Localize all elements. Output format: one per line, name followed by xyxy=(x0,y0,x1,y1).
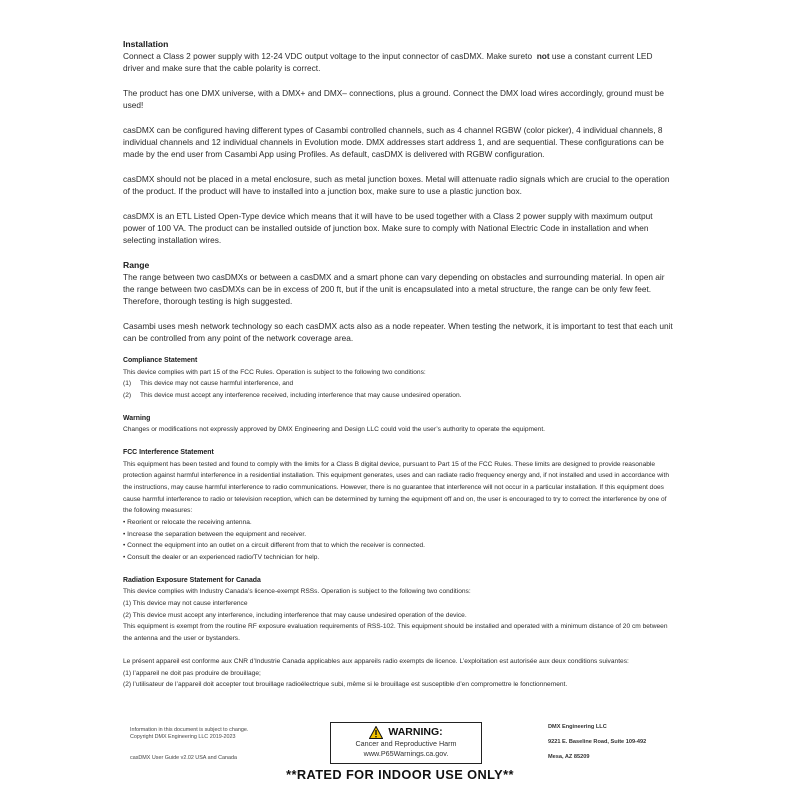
installation-paragraph-1: Connect a Class 2 power supply with 12-24 VDC output voltage to the input connector of casDMX. Make sureto not use a constant current LED driver and make sure that the cable polarity is correct. xyxy=(123,51,653,74)
compliance-item: (1) This device may not cause harmful interference, and xyxy=(123,380,294,388)
fcc-bullet: • Increase the separation between the equipment and receiver. xyxy=(123,530,307,538)
fcc-bullet: • Connect the equipment into an outlet on a circuit different from that to which the receiver is connected. xyxy=(123,542,426,550)
regulatory-section xyxy=(123,355,675,691)
compliance-intro: This device complies with part 15 of the FCC Rules. Operation is subject to the following two conditions: xyxy=(123,368,426,376)
canada-french-condition-2: (2) l’utilisateur de l’appareil doit accepter tout brouillage radioélectrique subi, même si le brouillage est susceptible d’en compromettre le fonctionnement. xyxy=(123,681,568,689)
installation-paragraph-5: casDMX is an ETL Listed Open-Type device which means that it will have to be used together with a Class 2 power supply with maximum output power of 100 VA. The product can be installed outside of junction box. Make sure to comply with National Electric Code in installation and when selecting installation wires. xyxy=(123,210,653,245)
canada-exempt: This equipment is exempt from the routine RF exposure evaluation requirements of RSS-102. This equipment should be installed and operated with a minimum distance of 20 cm between the antenna and the user or bystanders. xyxy=(123,623,668,643)
range-paragraph-2: Casambi uses mesh network technology so each casDMX acts also as a node repeater. When testing the network, it is important to test that each unit can be controlled from any point of the network coverage area. xyxy=(123,320,673,343)
document-body xyxy=(123,38,675,691)
fcc-text: This equipment has been tested and found to comply with the limits for a Class B digital device, pursuant to Part 15 of the FCC Rules. These limits are designed to provide reasonable protection against harmful interference in a residential installation. This equipment generates, uses and can radiate radio frequency energy and, if not installed and used in accordance with the instructions, may cause harmful interference to radio communications. However, there is no guarantee that interference will not occur in a particular installation. If this equipment does cause harmful interference to radio or television reception, which can be determined by turning the equipment off and on, the user is encouraged to try to correct the interference by one of the following measures: xyxy=(123,460,670,515)
warning-text: Changes or modifications not expressly approved by DMX Engineering and Design LLC could void the user’s authority to operate the equipment. xyxy=(123,426,546,434)
range-heading: Range xyxy=(123,259,150,270)
canada-condition-2: (2) This device must accept any interference, including interference that may cause undesired operation of the device. xyxy=(123,611,467,619)
compliance-heading: Compliance Statement xyxy=(123,357,198,365)
footer-copyright: Copyright DMX Engineering LLC 2019-2023 xyxy=(130,733,236,740)
canada-intro: This device complies with Industry Canada’s licence-exempt RSSs. Operation is subject to the following two conditions: xyxy=(123,588,471,596)
fcc-bullet: • Consult the dealer or an experienced radio/TV technician for help. xyxy=(123,554,320,562)
warning-link[interactable]: www.P65Warnings.ca.gov. xyxy=(363,749,449,758)
installation-paragraph-4: casDMX should not be placed in a metal enclosure, such as metal junction boxes. Metal will attenuate radio signals which are crucial to the operation of the product. If the product will have to installed into a junction box, make sure to use a plastic junction box. xyxy=(123,173,670,196)
canada-french-condition-1: (1) l’appareil ne doit pas produire de brouillage; xyxy=(123,669,261,677)
emphasis-not: not xyxy=(536,51,550,62)
address-line-1: 9221 E. Baseline Road, Suite 109-492 xyxy=(548,739,647,745)
address-line-2: Mesa, AZ 85209 xyxy=(548,754,590,760)
warning-triangle-icon xyxy=(369,726,383,739)
footer-info: Information in this document is subject to change. xyxy=(130,727,249,733)
canada-heading: Radiation Exposure Statement for Canada xyxy=(123,576,261,584)
indoor-use-notice: **RATED FOR INDOOR USE ONLY** xyxy=(286,767,514,782)
prop65-warning-box xyxy=(330,722,482,764)
canada-condition-1: (1) This device may not cause interference xyxy=(123,600,248,608)
installation-heading: Installation xyxy=(123,39,169,49)
compliance-item: (2) This device must accept any interference received, including interference that may cause undesired operation. xyxy=(123,392,462,400)
installation-paragraph-3: casDMX can be configured having different types of Casambi controlled channels, such as 4 channel RGBW (color picker), 4 individual channels, 8 individual channels and 12 individual channels in Evolution mode. DMX addresses start address 1, and are sequential. These configurations can be made by the end user from Casambi App using Profiles. As default, casDMX is delivered with RGBW configuration. xyxy=(123,124,664,160)
warning-line-1: Cancer and Reproductive Harm xyxy=(355,739,457,748)
footer-notice xyxy=(130,727,330,762)
installation-paragraph-2: The product has one DMX universe, with a DMX+ and DMX– connections, plus a ground. Connect the DMX load wires accordingly, ground must be used! xyxy=(123,88,665,111)
range-paragraph-1: The range between two casDMXs or between a casDMX and a smart phone can vary depending on obstacles and surrounding material. In open air the range between two casDMXs can be in excess of 200 ft, but if the unit is encapsulated into a metal structure, the range can be only few feet. Therefore, thorough testing is high suggested. xyxy=(123,271,665,307)
company-name: DMX Engineering LLC xyxy=(548,724,607,730)
warning-heading: Warning xyxy=(123,414,151,422)
company-address xyxy=(548,724,698,761)
fcc-heading: FCC Interference Statement xyxy=(123,449,214,457)
warning-title: WARNING: xyxy=(388,726,443,738)
footer-guide-version: casDMX User Guide v2.02 USA and Canada xyxy=(130,755,237,762)
canada-french-intro: Le présent appareil est conforme aux CNR d’Industrie Canada applicables aux appareils radio exempts de licence. L’exploitation est autorisée aux deux conditions suivantes: xyxy=(123,657,629,665)
fcc-bullet: • Reorient or relocate the receiving antenna. xyxy=(123,519,252,527)
